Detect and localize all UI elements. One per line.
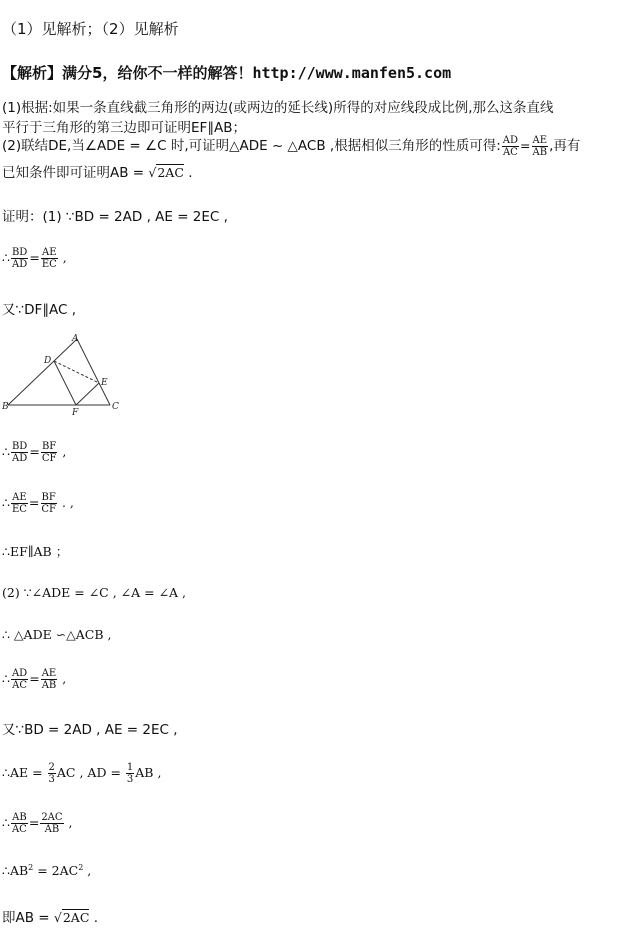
numerator: AE bbox=[532, 134, 548, 146]
analysis-p2-text-c: 已知条件即可证明AB = bbox=[2, 165, 149, 181]
numerator: BF bbox=[41, 441, 57, 452]
proof-step-13 bbox=[2, 906, 98, 926]
numerator: AD bbox=[11, 668, 28, 679]
numerator: 1 bbox=[126, 762, 134, 773]
segment-ac bbox=[77, 339, 110, 405]
fraction bbox=[11, 247, 28, 270]
proof-step-9: 又∵BD = 2AD , AE = 2EC , bbox=[2, 722, 178, 738]
fraction bbox=[531, 135, 548, 158]
punctuation: , bbox=[64, 815, 73, 830]
denominator: AD bbox=[12, 259, 28, 270]
proof-step-11: ∴ $\frac{AB}{AC}$ = $\frac{2AC}{AB}$ , bbox=[2, 812, 73, 835]
proof-start: 证明：(1) ∵BD = 2AD , AE = 2EC , bbox=[2, 209, 228, 225]
equation-part: AC , AD = bbox=[56, 765, 125, 780]
fraction bbox=[41, 247, 58, 270]
label-a: A bbox=[72, 334, 79, 344]
fraction bbox=[11, 812, 28, 835]
numerator: 2AC bbox=[41, 812, 63, 823]
segment-ba bbox=[8, 339, 77, 405]
analysis-p2-text-b: ,再有 bbox=[549, 138, 581, 154]
therefore-sign: ∴ bbox=[2, 495, 10, 510]
numerator: BD bbox=[11, 247, 28, 258]
equation-part: AB , bbox=[135, 765, 162, 780]
analysis-p2-text-a: (2)联结DE,当∠ADE = ∠C 时,可证明△ADE ~ △ACB ,根据相似三角形的性质可得: bbox=[2, 138, 501, 154]
denominator: AC bbox=[12, 680, 28, 691]
proof-step-5: ∴EF∥AB ； bbox=[2, 544, 69, 559]
numerator: AE bbox=[41, 668, 57, 679]
numerator: AE bbox=[42, 247, 57, 258]
analysis-tag: 【解析】 bbox=[2, 64, 63, 82]
numerator: AE bbox=[12, 492, 27, 503]
punctuation: . , bbox=[57, 495, 74, 510]
fraction bbox=[48, 762, 56, 785]
denominator: AC bbox=[502, 146, 518, 158]
punctuation: , bbox=[83, 863, 92, 879]
denominator: CF bbox=[41, 453, 57, 464]
analysis-p2-line2 bbox=[2, 161, 193, 181]
segment-fe bbox=[76, 383, 99, 405]
label-d: D bbox=[44, 356, 52, 366]
analysis-p2-text-d: . bbox=[183, 165, 193, 181]
proof-step-2: 又∵DF∥AC , bbox=[2, 302, 77, 318]
fraction bbox=[41, 441, 58, 464]
numerator: 2 bbox=[48, 762, 55, 773]
exponent: 2 bbox=[78, 863, 84, 872]
fraction bbox=[41, 668, 58, 691]
fraction bbox=[11, 492, 28, 515]
equation-part: ∴AE = bbox=[2, 765, 47, 780]
punctuation: , bbox=[58, 250, 67, 265]
proof-step-12 bbox=[2, 863, 91, 878]
analysis-p1-line1: (1)根据:如果一条直线截三角形的两边(或两边的延长线)所得的对应线段成比例,那么这条直线 bbox=[2, 100, 554, 116]
denominator: CF bbox=[41, 504, 56, 515]
analysis-p1-line2: 平行于三角形的第三边即可证明EF∥AB； bbox=[2, 120, 247, 136]
punctuation: . bbox=[89, 910, 98, 926]
slogan: 满分5，给你不一样的解答！ bbox=[62, 64, 253, 82]
radical: √2AC bbox=[148, 165, 184, 180]
denominator: EC bbox=[41, 259, 57, 270]
therefore-sign: ∴ bbox=[2, 444, 10, 459]
therefore-sign: ∴ bbox=[2, 671, 10, 686]
equation-part: 即AB = bbox=[2, 910, 54, 926]
therefore-sign: ∴ bbox=[2, 250, 10, 265]
proof-step-3: ∴ $\frac{BD}{AD}$ = $\frac{BF}{CF}$ , bbox=[2, 441, 67, 464]
numerator: AB bbox=[12, 812, 27, 823]
denominator: AB bbox=[532, 146, 548, 158]
proof-step-4: ∴ $\frac{AE}{EC}$ = $\frac{BF}{CF}$ . , bbox=[2, 492, 74, 515]
label-f: F bbox=[72, 408, 79, 418]
fraction bbox=[40, 492, 57, 515]
denominator: AD bbox=[12, 453, 28, 464]
fraction bbox=[11, 441, 28, 464]
punctuation: , bbox=[58, 444, 67, 459]
denominator: EC bbox=[11, 504, 27, 515]
radical: √2AC bbox=[53, 910, 90, 925]
triangle-figure bbox=[2, 333, 127, 418]
analysis-header bbox=[2, 62, 451, 83]
fraction bbox=[11, 668, 28, 691]
fraction bbox=[40, 812, 63, 835]
exponent: 2 bbox=[28, 863, 34, 872]
proof-step-6: (2) ∵∠ADE = ∠C , ∠A = ∠A , bbox=[2, 585, 187, 600]
proof-step-8: ∴ $\frac{AD}{AC}$ = $\frac{AE}{AB}$ , bbox=[2, 668, 67, 691]
proof-step-10 bbox=[2, 762, 161, 785]
denominator: AB bbox=[44, 824, 60, 835]
denominator: 3 bbox=[48, 774, 55, 785]
punctuation: , bbox=[58, 671, 67, 686]
denominator: AB bbox=[41, 680, 57, 691]
label-b: B bbox=[2, 402, 9, 412]
denominator: 3 bbox=[126, 774, 134, 785]
equation-part: = 2AC bbox=[33, 863, 79, 879]
proof-step-1: ∴ $\frac{BD}{AD}$ = $\frac{AE}{EC}$ , bbox=[2, 247, 67, 270]
radicand: 2AC bbox=[157, 165, 184, 180]
therefore-sign: ∴ bbox=[2, 815, 10, 830]
answer-line: （1）见解析；（2）见解析 bbox=[2, 20, 179, 38]
numerator: BD bbox=[11, 441, 28, 452]
segment-df bbox=[54, 361, 76, 405]
source-url: http://www.manfen5.com bbox=[252, 64, 452, 82]
label-e: E bbox=[101, 378, 108, 388]
numerator: AD bbox=[502, 134, 518, 146]
radicand: 2AC bbox=[62, 910, 90, 925]
segment-de-dashed bbox=[54, 361, 99, 383]
numerator: BF bbox=[41, 492, 56, 503]
equation-part: ∴AB bbox=[2, 863, 29, 879]
fraction bbox=[126, 762, 134, 785]
denominator: AC bbox=[11, 824, 27, 835]
label-c: C bbox=[112, 402, 119, 412]
fraction bbox=[502, 135, 519, 158]
analysis-p2-line1: (2)联结DE,当∠ADE = ∠C 时,可证明△ADE ~ △ACB ,根据相似三角形的性质可得: $\frac{AD}{AC}$ = $\frac{AE}{AB}$ ,再有 bbox=[2, 134, 581, 158]
proof-step-7: ∴ △ADE ∽△ACB , bbox=[2, 627, 112, 642]
